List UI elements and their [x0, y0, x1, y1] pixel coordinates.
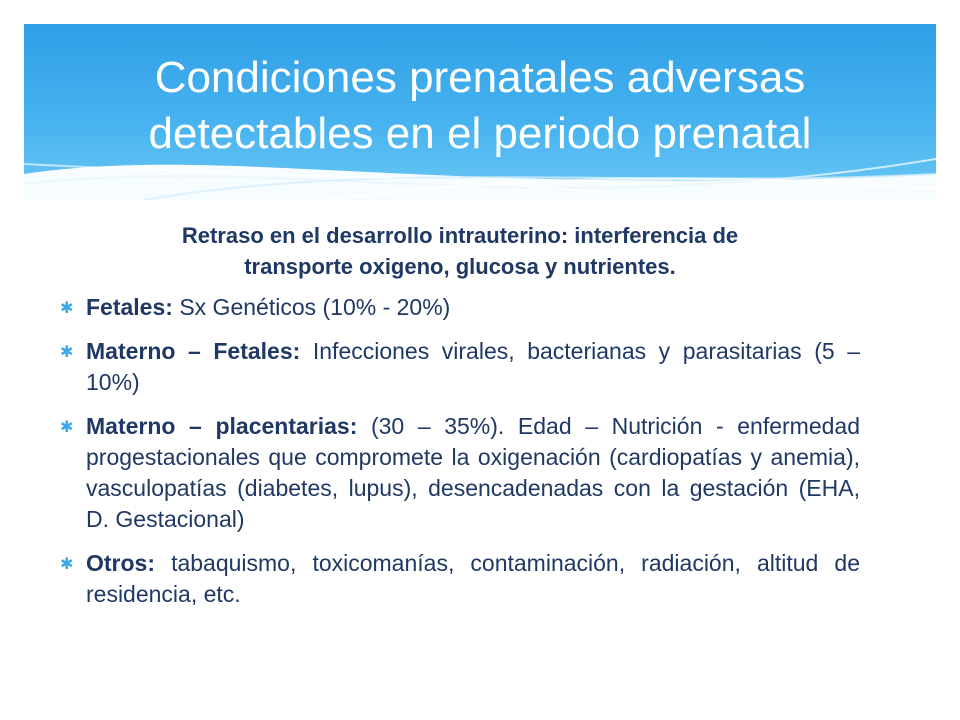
bullet-text: (30 – 35%). Edad – Nutrición - enfermedad progestacionales que compromete la oxigenación (cardiopatías y anemia), vasculopatías (diabetes, lupus), desencadenadas con la gestación (EHA, D. Gestacional) [86, 413, 861, 532]
bullet-label: Materno – Fetales: [86, 338, 301, 364]
asterisk-bullet-icon: ✱ [60, 556, 74, 573]
bullet-label: Fetales: [86, 294, 173, 320]
bullet-text: Sx Genéticos (10% - 20%) [172, 294, 451, 320]
bullet-item [60, 548, 860, 610]
bullet-list [60, 292, 860, 610]
bullet-item [60, 336, 860, 398]
bullet-label: Otros: [86, 550, 155, 576]
slide-title [24, 50, 936, 162]
bullet-label: Materno – placentarias: [86, 413, 358, 439]
bullet-item [60, 292, 860, 323]
title-line-2: detectables en el periodo prenatal [148, 109, 812, 158]
bullet-item [60, 411, 860, 535]
subtitle-line-1: Retraso en el desarrollo intrauterino: interferencia de [181, 223, 739, 248]
asterisk-bullet-icon: ✱ [60, 300, 74, 317]
title-line-1: Condiciones prenatales adversas [154, 53, 806, 102]
slide-content [60, 220, 860, 623]
bullet-text: Infecciones virales, bacterianas y parasitarias (5 – 10%) [86, 338, 861, 395]
asterisk-bullet-icon: ✱ [60, 344, 74, 361]
asterisk-bullet-icon: ✱ [60, 419, 74, 436]
title-band [24, 24, 936, 200]
bullet-text: tabaquismo, toxicomanías, contaminación, radiación, altitud de residencia, etc. [86, 550, 860, 607]
subtitle-line-2: transporte oxigeno, glucosa y nutrientes. [244, 254, 676, 279]
slide-subtitle [60, 220, 860, 282]
